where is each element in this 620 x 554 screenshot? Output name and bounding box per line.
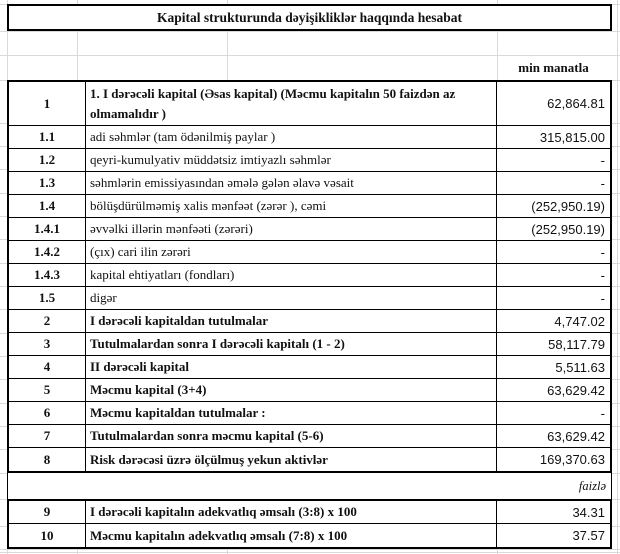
row-value: 62,864.81: [547, 96, 605, 111]
row-value: 5,511.63: [555, 359, 605, 375]
table-row: [9, 310, 610, 333]
capital-table: [7, 80, 612, 473]
table-row: [9, 149, 610, 172]
table-row: [9, 126, 610, 149]
row-number: 8: [9, 448, 86, 471]
row-label: I dərəcəli kapitaldan tutulmalar: [86, 310, 497, 332]
row-number: 5: [9, 379, 86, 401]
report-title-box: [7, 4, 612, 31]
row-value: 34.31: [572, 504, 605, 520]
row-value: (252,950.19): [531, 198, 605, 214]
row-label: səhmlərin emissiyasından əmələ gələn əlavə vəsait: [86, 172, 497, 194]
row-label: Məcmu kapitaldan tutulmalar :: [86, 402, 497, 424]
table-row: [9, 82, 610, 126]
percent-label: faizlə: [578, 478, 606, 493]
row-label: digər: [86, 287, 497, 309]
row-value: 63,629.42: [547, 428, 605, 444]
table-row: [9, 241, 610, 264]
row-label: (çıx) cari ilin zərəri: [86, 241, 497, 263]
row-value: 315,815.00: [539, 129, 605, 145]
table-row: [9, 448, 610, 471]
row-number: 4: [9, 356, 86, 378]
percent-unit-row: [7, 473, 612, 499]
table-row: [9, 425, 610, 448]
row-value: 169,370.63: [539, 452, 605, 467]
table-row: [9, 402, 610, 425]
table-row: [9, 356, 610, 379]
row-label: II dərəcəli kapital: [86, 356, 497, 378]
table-row: [9, 264, 610, 287]
row-number: 9: [9, 501, 86, 523]
table-row: [9, 287, 610, 310]
row-label: kapital ehtiyatları (fondları): [86, 264, 497, 286]
table-row: [9, 524, 610, 547]
row-label: 1. I dərəcəli kapital (Əsas kapital) (Məcmu kapitalın 50 faizdən az olmamalıdır ): [86, 82, 497, 125]
row-value: -: [600, 267, 605, 283]
table-row: [9, 501, 610, 524]
row-number: 2: [9, 310, 86, 332]
row-number: 10: [9, 524, 86, 547]
row-label: bölüşdürülməmiş xalis mənfəət (zərər ), cəmi: [86, 195, 497, 217]
adequacy-ratio-table: [7, 499, 612, 549]
row-number: 1.3: [9, 172, 86, 194]
row-value: (252,950.19): [531, 221, 605, 237]
row-label: adi səhmlər (tam ödənilmiş paylar ): [86, 126, 497, 148]
row-value: 4,747.02: [554, 313, 605, 329]
row-number: 6: [9, 402, 86, 424]
row-value: -: [600, 405, 605, 421]
row-value: -: [600, 290, 605, 306]
table-row: [9, 218, 610, 241]
row-label: Məcmu kapital (3+4): [86, 379, 497, 401]
row-value: -: [600, 244, 605, 260]
row-label: Tutulmalardan sonra məcmu kapital (5-6): [86, 425, 497, 447]
row-value: 37.57: [572, 528, 605, 543]
report-title: Kapital strukturunda dəyişikliklər haqqında hesabat: [156, 9, 463, 25]
row-number: 1.1: [9, 126, 86, 148]
row-number: 1.5: [9, 287, 86, 309]
table-row: [9, 172, 610, 195]
row-number: 1.4.1: [9, 218, 86, 240]
row-label: qeyri-kumulyativ müddətsiz imtiyazlı səhmlər: [86, 149, 497, 171]
row-number: 7: [9, 425, 86, 447]
row-value: -: [600, 175, 605, 191]
row-value: 63,629.42: [547, 382, 605, 398]
row-label: Məcmu kapitalın adekvatlıq əmsalı (7:8) x 100: [86, 524, 497, 547]
row-value: -: [600, 152, 605, 168]
row-number: 1.4.2: [9, 241, 86, 263]
row-value: 58,117.79: [548, 336, 605, 352]
table-row: [9, 379, 610, 402]
row-label: əvvəlki illərin mənfəəti (zərəri): [86, 218, 497, 240]
row-number: 1.2: [9, 149, 86, 171]
row-number: 1.4: [9, 195, 86, 217]
unit-label: min manatla: [518, 59, 589, 75]
row-number: 1.4.3: [9, 264, 86, 286]
row-number: 3: [9, 333, 86, 355]
table-row: [9, 333, 610, 356]
row-label: I dərəcəli kapitalın adekvatlıq əmsalı (3:8) x 100: [86, 501, 497, 523]
table-row: [9, 195, 610, 218]
row-label: Tutulmalardan sonra I dərəcəli kapitalı (1 - 2): [86, 333, 497, 355]
row-number: 1: [9, 82, 86, 125]
row-label: Risk dərəcəsi üzrə ölçülmuş yekun aktivlər: [86, 448, 497, 471]
